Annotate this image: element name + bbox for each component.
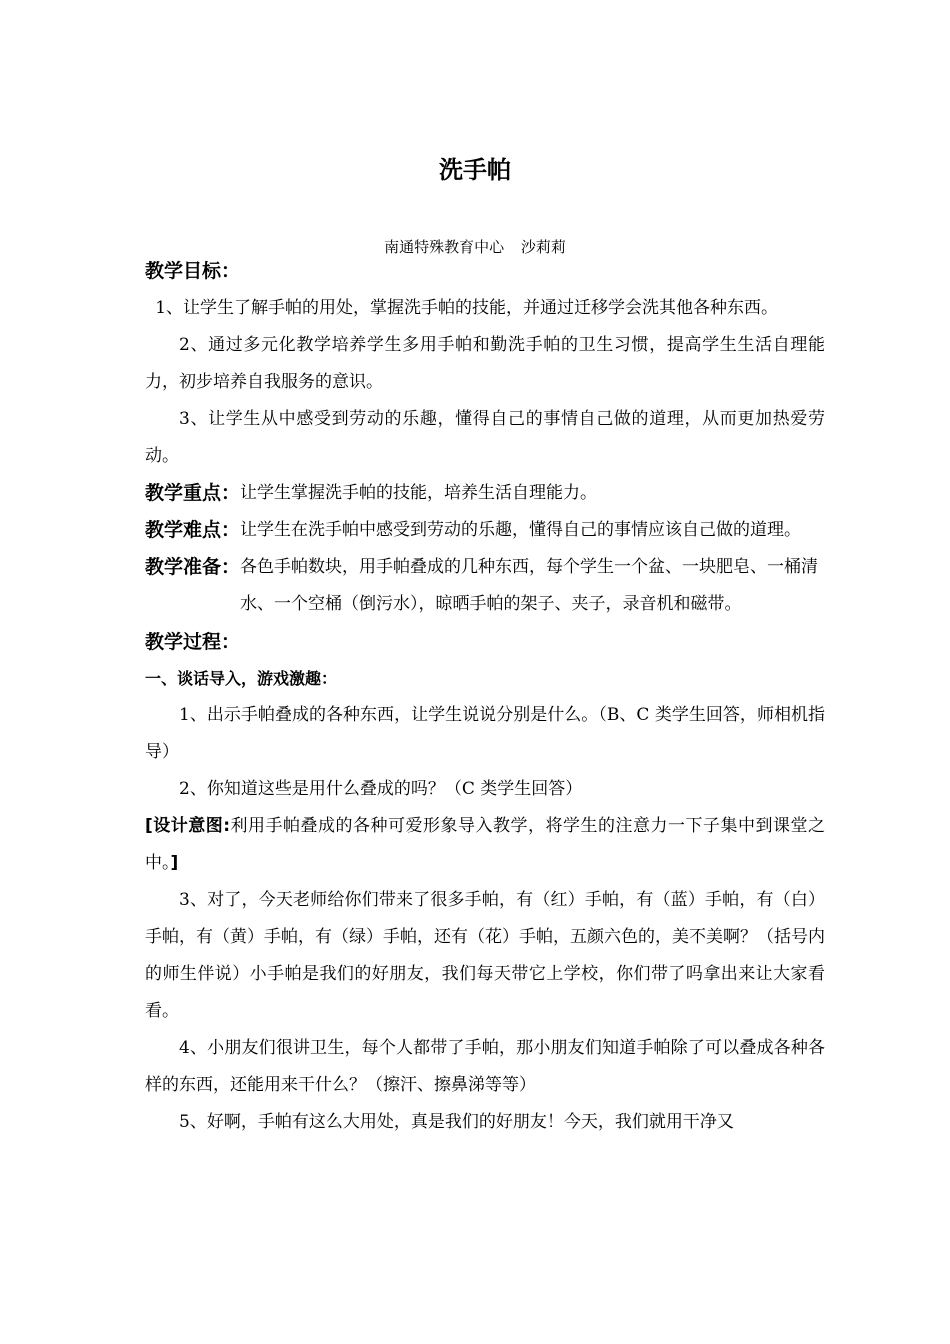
preparation-text: 各色手帕数块，用手帕叠成的几种东西，每个学生一个盆、一块肥皂、一桶清水、一个空桶（倒污水），晾晒手帕的架子、夹子，录音机和磁带。 [240, 557, 819, 614]
goals-heading: 教学目标： [145, 260, 241, 282]
design-intent [145, 808, 825, 882]
preparation-row [145, 549, 825, 623]
step-2: 2、你知道这些是用什么叠成的吗？（C 类学生回答） [179, 779, 583, 799]
difficulty-label: 教学难点： [145, 519, 241, 541]
key-point-row [145, 475, 825, 512]
step-4: 4、小朋友们很讲卫生，每个人都带了手帕，那小朋友们知道手帕除了可以叠成各种各样的东西，还能用来干什么？（擦汗、擦鼻涕等等） [145, 1038, 825, 1095]
key-point-text: 让学生掌握洗手帕的技能，培养生活自理能力。 [240, 483, 598, 503]
step-5: 5、好啊，手帕有这么大用处，真是我们的好朋友！今天，我们就用干净又 [179, 1112, 734, 1132]
document-title: 洗手帕 [439, 156, 511, 184]
design-intent-label: [设计意图: [145, 816, 231, 836]
difficulty-row [145, 512, 825, 549]
preparation-label: 教学准备： [145, 556, 241, 578]
goal-2: 2、通过多元化教学培养学生多用手帕和勤洗手帕的卫生习惯，提高学生生活自理能力，初步培养自我服务的意识。 [145, 335, 825, 392]
goal-1: 1、让学生了解手帕的用处，掌握洗手帕的技能，并通过迁移学会洗其他各种东西。 [155, 298, 779, 318]
section-1-heading: 一、谈话导入，游戏激趣： [145, 669, 338, 688]
step-1: 1、出示手帕叠成的各种东西，让学生说说分别是什么。（B、C 类学生回答，师相机指导） [145, 705, 825, 762]
process-heading: 教学过程： [145, 631, 241, 653]
key-point-label: 教学重点： [145, 482, 241, 504]
difficulty-text: 让学生在洗手帕中感受到劳动的乐趣，懂得自己的事情应该自己做的道理。 [240, 520, 802, 540]
design-intent-text: 利用手帕叠成的各种可爱形象导入教学，将学生的注意力一下子集中到课堂之中。 [145, 816, 825, 873]
author-organization: 南通特殊教育中心 [384, 238, 505, 256]
document-body [145, 252, 825, 1141]
step-3: 3、对了，今天老师给你们带来了很多手帕，有（红）手帕，有（蓝）手帕，有（白）手帕，有（黄）手帕，有（绿）手帕，还有（花）手帕，五颜六色的，美不美啊？（括号内的师生伴说）小手帕是我们的好朋友，我们每天带它上学校，你们带了吗拿出来让大家看看。 [145, 890, 825, 1021]
goal-3: 3、让学生从中感受到劳动的乐趣，懂得自己的事情自己做的道理，从而更加热爱劳动。 [145, 409, 825, 466]
author-name: 沙莉莉 [520, 238, 566, 256]
design-intent-close: ] [170, 853, 179, 873]
